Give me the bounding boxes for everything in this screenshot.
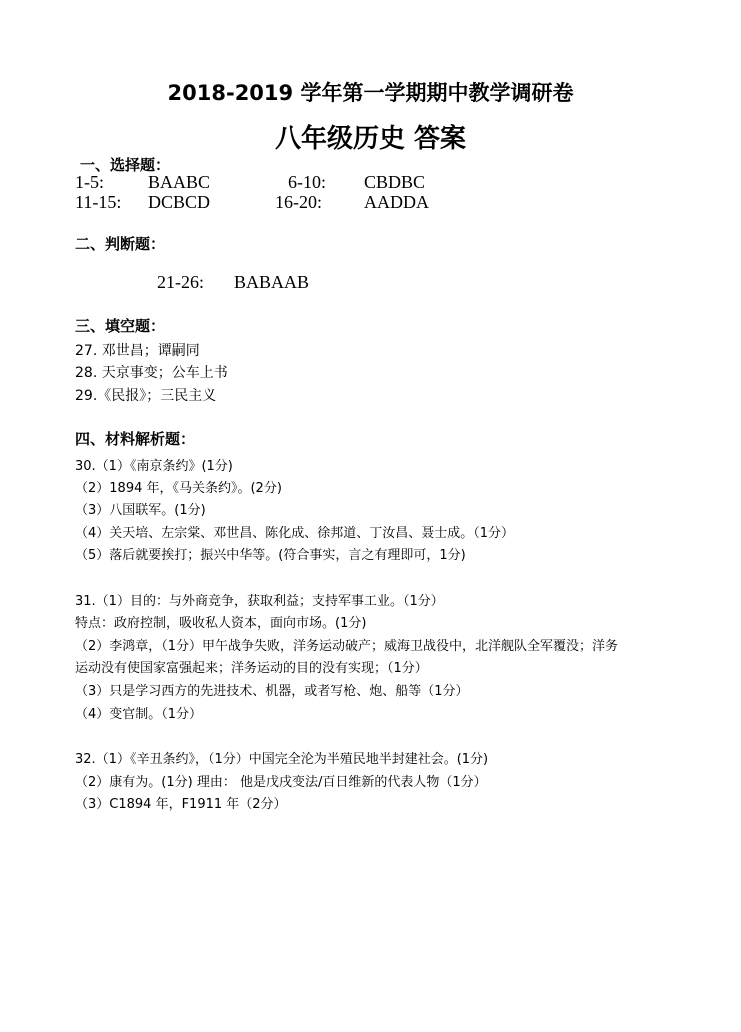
answer-line-q30: （5）落后就要挨打；振兴中华等。(符合事实，言之有理即可，1分) — [75, 548, 466, 563]
fill-answer-line: 29.《民报》；三民主义 — [75, 388, 217, 404]
section-heading-material-analysis: 四、材料解析题： — [75, 430, 196, 448]
mc-answers: DCBCD — [148, 192, 211, 212]
answer-line-q31: （3）只是学习西方的先进技术、机器，或者写枪、炮、船等（1分） — [75, 684, 469, 699]
mc-range: 6-10: — [288, 172, 326, 192]
answer-line-q30: （2）1894 年，《马关条约》。(2分) — [75, 481, 282, 496]
tf-answers: BABAAB — [234, 272, 310, 292]
fill-answer-line: 27. 邓世昌；谭嗣同 — [75, 343, 200, 359]
answer-line-q31: 运动没有使国家富强起来；洋务运动的目的没有实现；（1分） — [75, 661, 428, 676]
mc-answers: AADDA — [364, 192, 429, 212]
mc-range: 11-15: — [75, 192, 122, 212]
mc-range: 1-5: — [75, 172, 104, 192]
section-heading-multiple-choice: 一、选择题： — [80, 156, 171, 174]
page-title: 2018-2019 学年第一学期期中教学调研卷 — [167, 81, 574, 105]
answer-line-q32: 32.（1）《辛丑条约》，（1分）中国完全沦为半殖民地半封建社会。(1分) — [75, 752, 489, 767]
answer-line-q30: 30.（1）《南京条约》(1分) — [75, 459, 233, 474]
mc-answers: BAABC — [148, 172, 211, 192]
fill-answer-line: 28. 天京事变；公车上书 — [75, 365, 228, 381]
answer-line-q31: 31.（1）目的：与外商竞争，获取利益；支持军事工业。（1分） — [75, 594, 444, 609]
mc-range: 16-20: — [275, 192, 322, 212]
section-heading-true-false: 二、判断题： — [75, 235, 166, 253]
answer-line-q32: （3）C1894 年，F1911 年（2分） — [75, 797, 287, 812]
section-heading-fill-in: 三、填空题： — [75, 317, 166, 335]
tf-range: 21-26: — [157, 272, 204, 292]
answer-line-q31: （2）李鸿章，（1分）甲午战争失败，洋务运动破产；威海卫战役中，北洋舰队全军覆没；洋务 — [75, 639, 619, 654]
answer-line-q31: 特点：政府控制，吸收私人资本，面向市场。(1分) — [75, 616, 367, 631]
mc-answers: CBDBC — [364, 172, 426, 192]
page-subtitle: 八年级历史 答案 — [274, 124, 467, 154]
answer-line-q32: （2）康有为。(1分) 理由： 他是戊戌变法/百日维新的代表人物（1分） — [75, 775, 487, 790]
answer-line-q31: （4）变官制。（1分） — [75, 707, 203, 722]
answer-line-q30: （4）关天培、左宗棠、邓世昌、陈化成、徐邦道、丁汝昌、聂士成。（1分） — [75, 526, 515, 541]
answer-line-q30: （3）八国联军。(1分) — [75, 503, 206, 518]
